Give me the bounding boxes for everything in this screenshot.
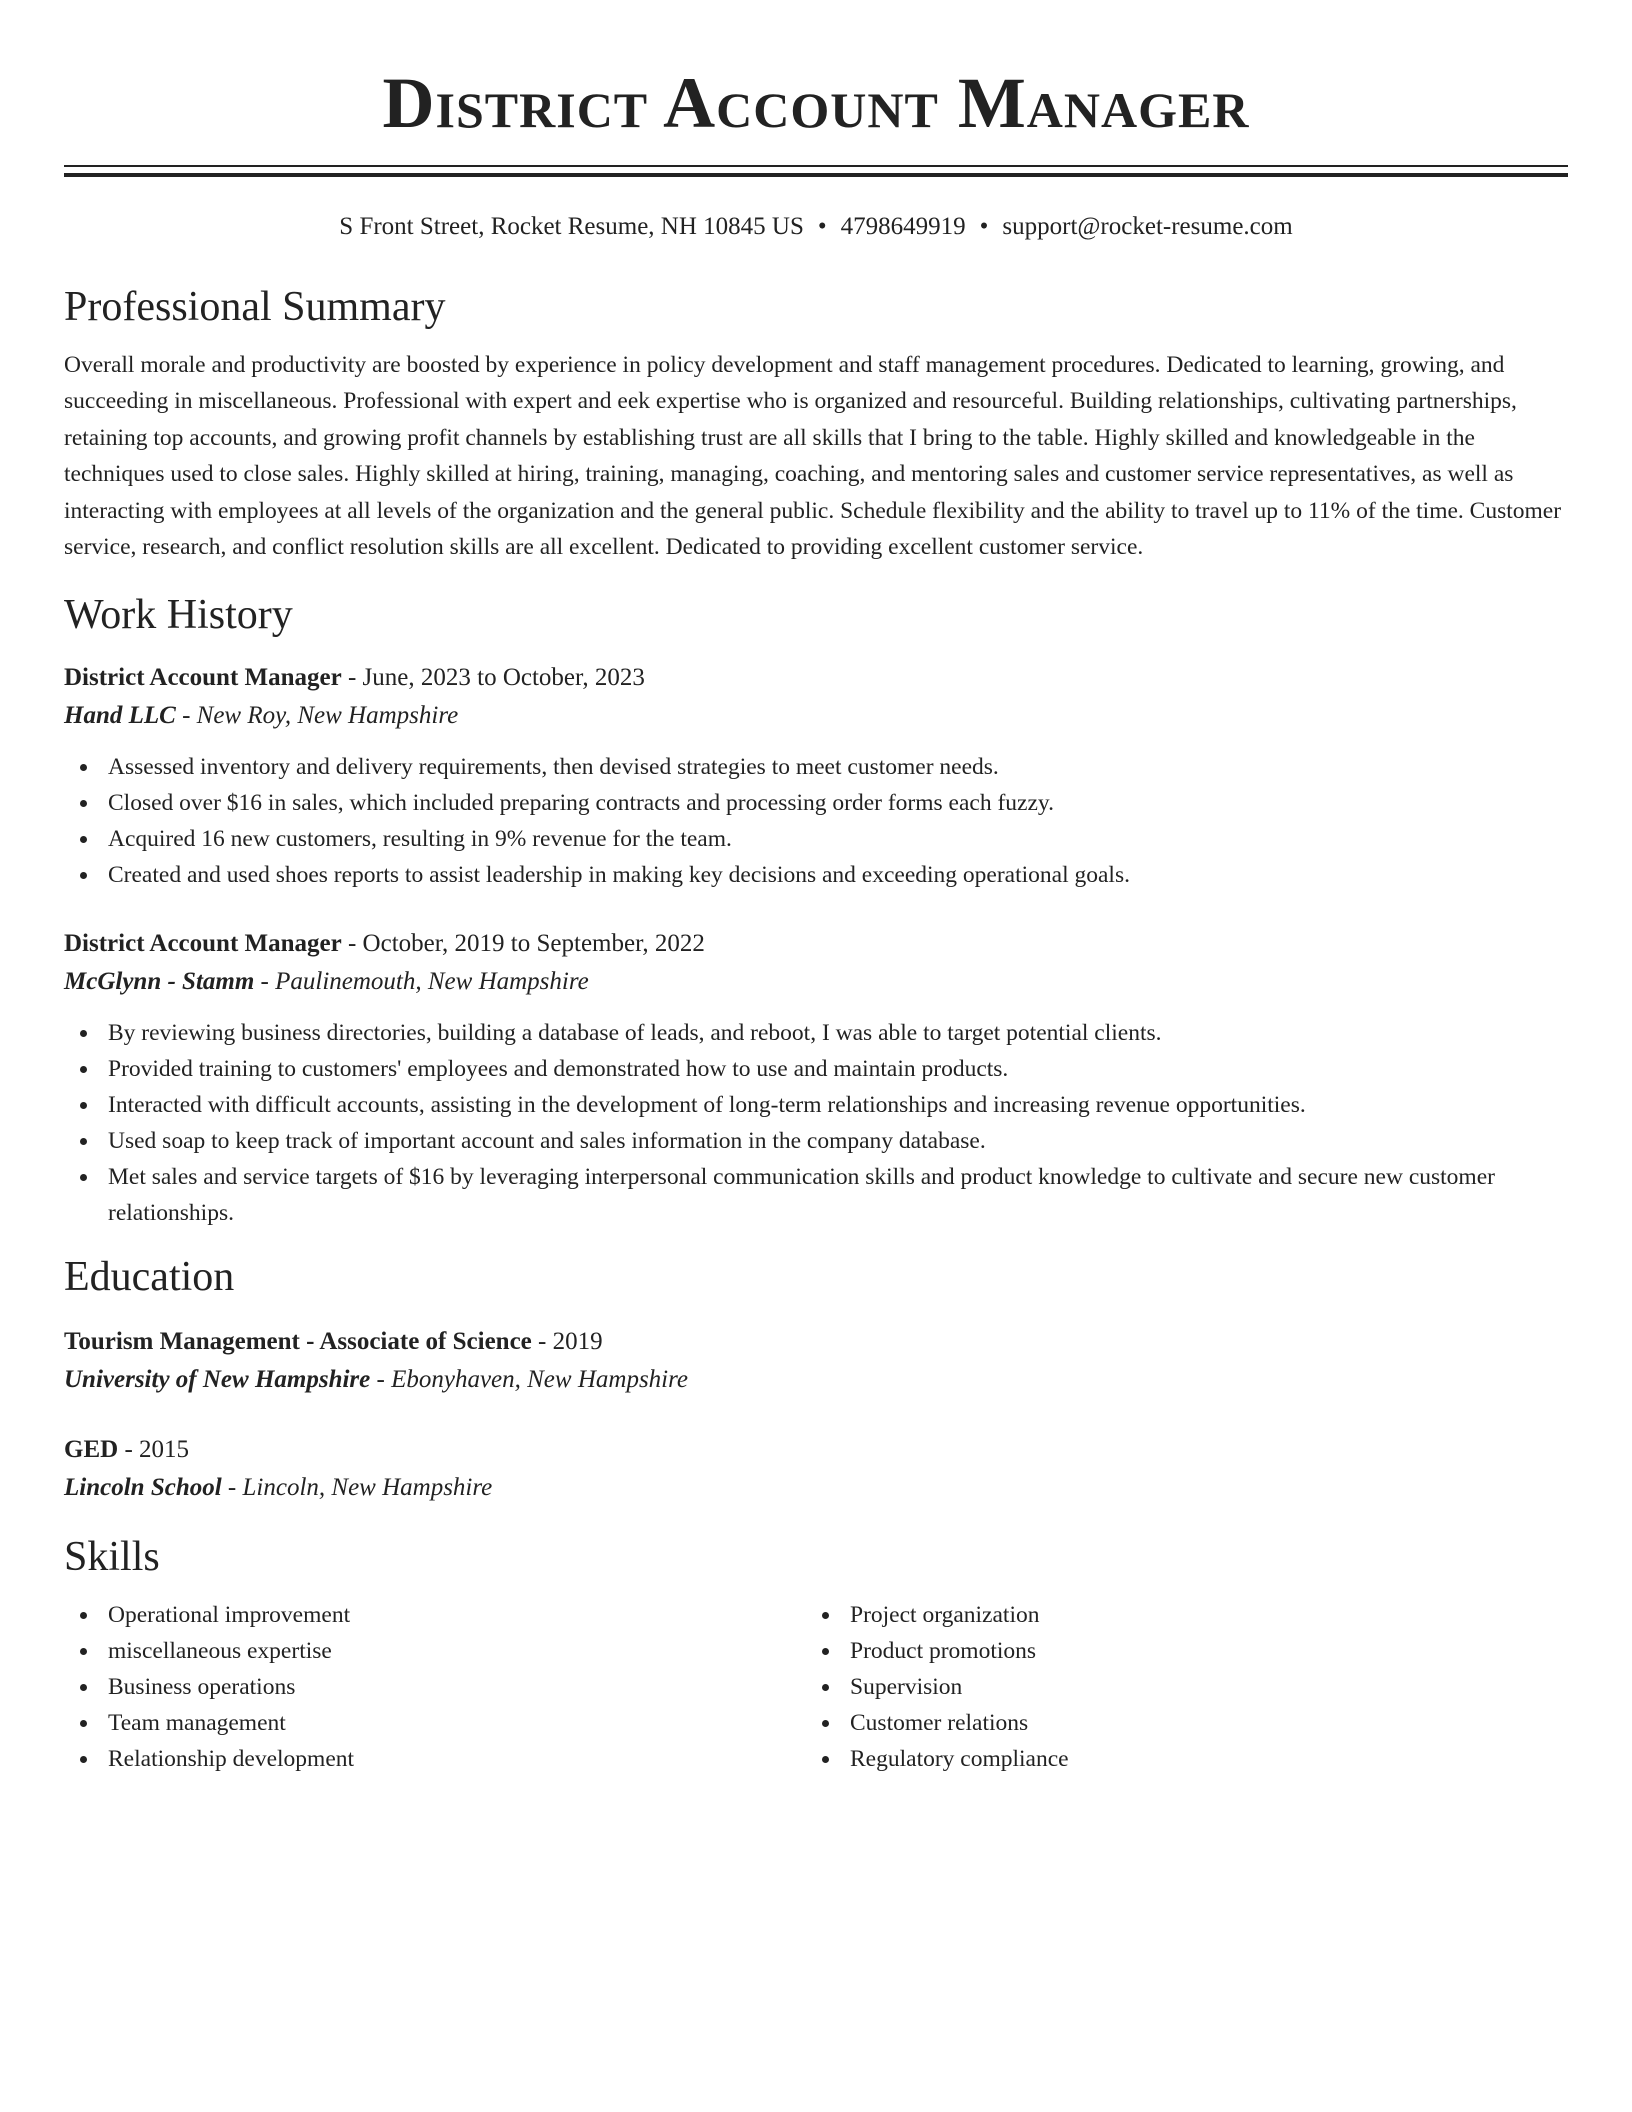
education-location: - Lincoln, New Hampshire (221, 1474, 493, 1502)
education-year: - 2019 (531, 1328, 603, 1356)
education-entry (64, 1323, 1568, 1399)
header-rule-thick (64, 173, 1568, 177)
skill-item: miscellaneous expertise (64, 1633, 806, 1669)
education-school-line (64, 1361, 1568, 1399)
skills-column-left (64, 1597, 806, 1777)
education-degree: Tourism Management - Associate of Science (64, 1328, 532, 1356)
job-role: District Account Manager (64, 930, 342, 958)
contact-address: S Front Street, Rocket Resume, NH 10845 US (339, 213, 804, 240)
resume-page (64, 0, 1568, 1777)
job-bullet: Provided training to customers' employees and demonstrated how to use and maintain products. (64, 1051, 1568, 1087)
job-dates: - June, 2023 to October, 2023 (341, 664, 645, 692)
job-company-line (64, 697, 1568, 735)
education-school: University of New Hampshire (64, 1366, 371, 1394)
contact-separator: • (817, 213, 827, 240)
skill-item: Team management (64, 1705, 806, 1741)
job-dates: - October, 2019 to September, 2022 (341, 930, 705, 958)
skill-item: Regulatory compliance (806, 1741, 1548, 1777)
job-header (64, 925, 1568, 963)
job-company: McGlynn - Stamm (64, 968, 255, 996)
education-school-line (64, 1469, 1568, 1507)
education-degree: GED (64, 1436, 119, 1464)
job-bullet: Acquired 16 new customers, resulting in 9% revenue for the team. (64, 821, 1568, 857)
skills-list (806, 1597, 1548, 1777)
job-bullet: Used soap to keep track of important account and sales information in the company database. (64, 1123, 1568, 1159)
job-bullet: Closed over $16 in sales, which included preparing contracts and processing order forms each fuzzy. (64, 785, 1568, 821)
job-bullet: Interacted with difficult accounts, assisting in the development of long-term relationships and increasing revenue opportunities. (64, 1087, 1568, 1123)
skill-item: Relationship development (64, 1741, 806, 1777)
skills-heading: Skills (64, 1534, 160, 1581)
skill-item: Supervision (806, 1669, 1548, 1705)
job-bullet: Assessed inventory and delivery requirements, then devised strategies to meet customer needs. (64, 749, 1568, 785)
education-degree-line (64, 1431, 1568, 1469)
job-bullet: Met sales and service targets of $16 by leveraging interpersonal communication skills and product knowledge to cultivate and secure new customer relationships. (64, 1159, 1568, 1231)
work-history-heading: Work History (64, 592, 293, 639)
job-role: District Account Manager (64, 664, 342, 692)
skill-item: Product promotions (806, 1633, 1548, 1669)
contact-phone: 4798649919 (840, 213, 966, 240)
contact-email: support@rocket-resume.com (1002, 213, 1293, 240)
skills-column-right (806, 1597, 1548, 1777)
skill-item: Project organization (806, 1597, 1548, 1633)
skill-item: Business operations (64, 1669, 806, 1705)
skill-item: Customer relations (806, 1705, 1548, 1741)
skills-grid (64, 1597, 1568, 1777)
job-header (64, 659, 1568, 697)
contact-line (64, 211, 1568, 243)
header-rule-thin (64, 165, 1568, 167)
summary-text: Overall morale and productivity are boosted by experience in policy development and staff management procedures. Dedicated to learning, growing, and succeeding in miscellaneous. Professional with expert and eek expertise who is organized and resourceful. Building relationships, cultivating partnerships, retaining top accounts, and growing profit channels by establishing trust are all skills that I bring to the table. Highly skilled and knowledgeable in the techniques used to close sales. Highly skilled at hiring, training, managing, coaching, and mentoring sales and customer service representatives, as well as interacting with employees at all levels of the organization and the general public. Schedule flexibility and the ability to travel up to 11% of the time. Customer service, research, and conflict resolution skills are all excellent. Dedicated to providing excellent customer service. (64, 352, 1562, 561)
summary-heading: Professional Summary (64, 284, 446, 330)
job-location: - Paulinemouth, New Hampshire (254, 968, 589, 996)
skills-list (64, 1597, 806, 1777)
job-company: Hand LLC (64, 702, 176, 730)
contact-separator: • (979, 213, 989, 240)
skill-item: Operational improvement (64, 1597, 806, 1633)
job-bullets (64, 1015, 1568, 1231)
education-entry (64, 1431, 1568, 1507)
education-heading: Education (64, 1254, 235, 1301)
job-bullet: By reviewing business directories, building a database of leads, and reboot, I was able to target potential clients. (64, 1015, 1568, 1051)
job-location: - New Roy, New Hampshire (175, 702, 459, 730)
job-bullets (64, 749, 1568, 893)
education-school: Lincoln School (64, 1474, 222, 1502)
education-degree-line (64, 1323, 1568, 1361)
job-company-line (64, 963, 1568, 1001)
job-entry (64, 925, 1568, 1231)
education-location: - Ebonyhaven, New Hampshire (370, 1366, 689, 1394)
resume-name: District Account Manager (382, 63, 1250, 143)
job-bullet: Created and used shoes reports to assist leadership in making key decisions and exceeding operational goals. (64, 857, 1568, 893)
job-entry (64, 659, 1568, 893)
education-year: - 2015 (118, 1436, 190, 1464)
